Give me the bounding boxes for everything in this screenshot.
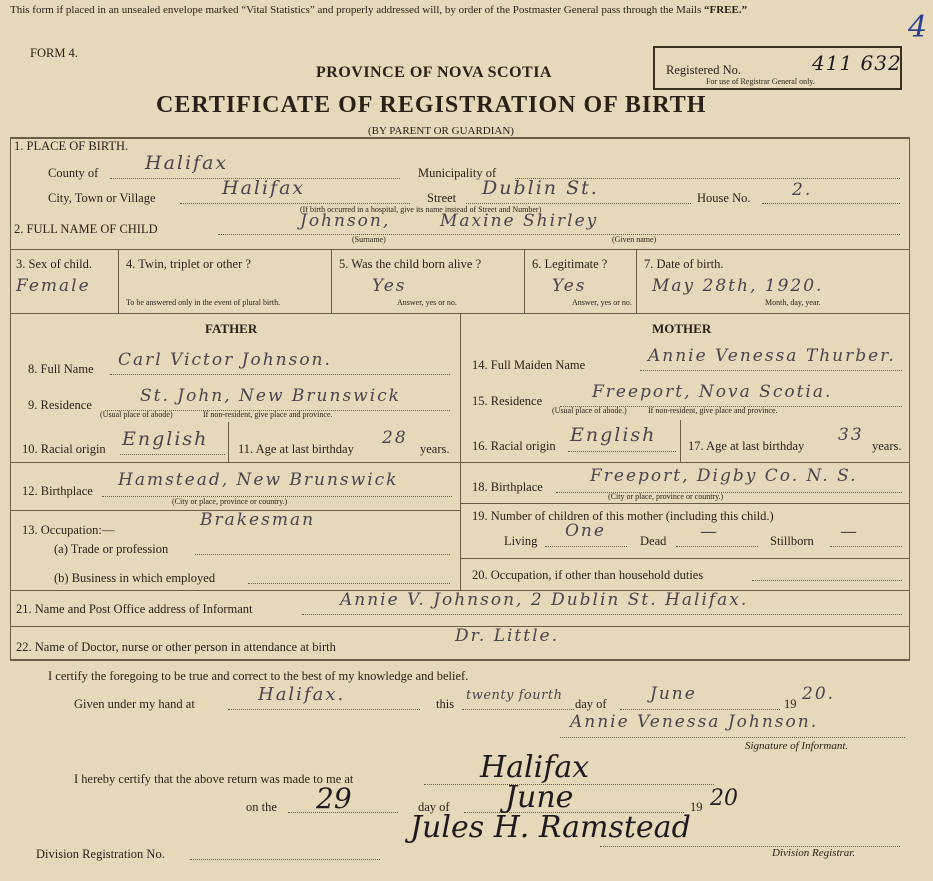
registrar-day-of-label: day of bbox=[418, 800, 450, 814]
father-age-label: 11. Age at last birthday bbox=[238, 442, 354, 456]
informant-label: 21. Name and Post Office address of Informant bbox=[16, 602, 253, 616]
mother-residence-value: Freeport, Nova Scotia. bbox=[592, 382, 833, 402]
surname-caption: (Surname) bbox=[352, 235, 386, 244]
informant-certify-text: I certify the foregoing to be true and correct to the best of my knowledge and belief. bbox=[48, 669, 469, 683]
county-label: County of bbox=[48, 166, 99, 180]
children-count-label: 19. Number of children of this mother (including this child.) bbox=[472, 509, 774, 523]
father-birthplace-caption: (City or place, province or country.) bbox=[172, 497, 288, 506]
twin-caption: To be answered only in the event of plural birth. bbox=[126, 298, 281, 307]
given-month-value: June bbox=[650, 684, 697, 704]
street-value: Dublin St. bbox=[482, 177, 599, 199]
given-under-label: Given under my hand at bbox=[74, 697, 195, 711]
mother-residence-caption-abode: (Usual place of abode.) bbox=[552, 406, 627, 415]
mother-birthplace-label: 18. Birthplace bbox=[472, 480, 543, 494]
born-alive-value: Yes bbox=[372, 276, 407, 296]
hospital-note: (If birth occurred in a hospital, give its name instead of Street and Number) bbox=[300, 205, 542, 214]
informant-signature: Annie Venessa Johnson. bbox=[570, 712, 819, 732]
mother-age-label: 17. Age at last birthday bbox=[688, 439, 805, 453]
father-residence-value: St. John, New Brunswick bbox=[140, 386, 401, 406]
this-label: this bbox=[436, 697, 455, 711]
registrar-place-value: Halifax bbox=[480, 750, 590, 785]
day-of-label: day of bbox=[575, 697, 607, 711]
born-alive-label: 5. Was the child born alive ? bbox=[339, 257, 482, 271]
stillborn-label: Stillborn bbox=[770, 534, 814, 548]
legitimate-label: 6. Legitimate ? bbox=[532, 257, 608, 271]
doctor-label: 22. Name of Doctor, nurse or other person in attendance at birth bbox=[16, 640, 336, 654]
street-label: Street bbox=[427, 191, 457, 205]
father-racial-value: English bbox=[122, 428, 209, 450]
father-birthplace-label: 12. Birthplace bbox=[22, 484, 93, 498]
living-label: Living bbox=[504, 534, 538, 548]
frame-bottom bbox=[10, 659, 910, 661]
child-name-label: 2. FULL NAME OF CHILD bbox=[14, 222, 158, 236]
mother-occupation-label: 20. Occupation, if other than household duties bbox=[472, 568, 704, 582]
place-of-birth-label: 1. PLACE OF BIRTH. bbox=[14, 139, 129, 153]
mother-racial-label: 16. Racial origin bbox=[472, 439, 556, 453]
given-name-caption: (Given name) bbox=[612, 235, 657, 244]
father-occupation-value: Brakesman bbox=[200, 510, 316, 530]
child-given-name-value: Maxine Shirley bbox=[440, 211, 599, 231]
registrar-month-value: June bbox=[505, 780, 574, 815]
mother-birthplace-value: Freeport, Digby Co. N. S. bbox=[590, 466, 858, 486]
frame-right bbox=[909, 137, 910, 661]
father-occupation-label: 13. Occupation:— bbox=[22, 523, 115, 537]
date-of-birth-label: 7. Date of birth. bbox=[644, 257, 724, 271]
province-heading: PROVINCE OF NOVA SCOTIA bbox=[316, 64, 552, 81]
twin-label: 4. Twin, triplet or other ? bbox=[126, 257, 251, 271]
mother-residence-caption-nonres: If non-resident, give place and province. bbox=[648, 406, 778, 415]
registrar-signature-caption: Division Registrar. bbox=[772, 847, 856, 859]
mother-birthplace-caption: (City or place, province or country.) bbox=[608, 492, 724, 501]
city-value: Halifax bbox=[222, 177, 306, 199]
county-value: Halifax bbox=[145, 152, 229, 174]
given-place-value: Halifax. bbox=[258, 684, 346, 705]
father-name-label: 8. Full Name bbox=[28, 362, 94, 376]
father-residence-caption-nonres: If non-resident, give place and province. bbox=[203, 410, 333, 419]
registrar-note: For use of Registrar General only. bbox=[706, 77, 815, 86]
registrar-certify-text: I hereby certify that the above return was made to me at bbox=[74, 772, 354, 786]
stillborn-value: — bbox=[840, 522, 859, 542]
date-of-birth-caption: Month, day, year. bbox=[765, 298, 821, 307]
father-age-value: 28 bbox=[382, 428, 408, 448]
registered-label: Registered No. bbox=[666, 63, 741, 77]
given-year-prefix: 19 bbox=[784, 697, 797, 711]
sex-label: 3. Sex of child. bbox=[16, 257, 93, 271]
column-divider bbox=[460, 313, 461, 590]
registrar-year-prefix: 19 bbox=[690, 800, 703, 814]
legitimate-caption: Answer, yes or no. bbox=[572, 298, 632, 307]
father-birthplace-value: Hamstead, New Brunswick bbox=[118, 470, 399, 490]
registrar-day-value: 29 bbox=[316, 782, 352, 815]
free-mark: “FREE.” bbox=[703, 4, 748, 16]
city-label: City, Town or Village bbox=[48, 191, 156, 205]
mother-name-label: 14. Full Maiden Name bbox=[472, 358, 586, 372]
father-racial-label: 10. Racial origin bbox=[22, 442, 106, 456]
father-residence-caption-abode: (Usual place of abode) bbox=[100, 410, 173, 419]
dead-value: — bbox=[700, 522, 719, 542]
informant-value: Annie V. Johnson, 2 Dublin St. Halifax. bbox=[340, 590, 749, 610]
born-alive-caption: Answer, yes or no. bbox=[397, 298, 457, 307]
mother-heading: MOTHER bbox=[652, 321, 712, 336]
father-residence-label: 9. Residence bbox=[28, 398, 92, 412]
registrar-signature: Jules H. Ramstead bbox=[410, 810, 691, 845]
on-the-label: on the bbox=[246, 800, 277, 814]
postal-notice: This form if placed in an unsealed envelope marked “Vital Statistics” and properly addressed will, by order of the Postmaster General pass through the Mails “FREE.” bbox=[10, 4, 748, 16]
registrar-year-value: 20 bbox=[710, 786, 738, 811]
registered-value: 411 632 bbox=[812, 51, 902, 75]
mother-age-unit: years. bbox=[872, 439, 902, 453]
mother-residence-label: 15. Residence bbox=[472, 394, 543, 408]
informant-signature-caption: Signature of Informant. bbox=[745, 740, 849, 752]
business-label: (b) Business in which employed bbox=[54, 571, 216, 585]
form-number: FORM 4. bbox=[30, 46, 78, 60]
certificate-title: CERTIFICATE OF REGISTRATION OF BIRTH bbox=[156, 92, 707, 118]
child-surname-value: Johnson, bbox=[300, 211, 391, 231]
father-name-value: Carl Victor Johnson. bbox=[118, 350, 332, 370]
margin-check-mark: 4 bbox=[908, 10, 928, 45]
legitimate-value: Yes bbox=[552, 276, 587, 296]
trade-label: (a) Trade or profession bbox=[54, 542, 169, 556]
frame-top bbox=[10, 137, 910, 139]
father-heading: FATHER bbox=[205, 321, 258, 336]
sex-value: Female bbox=[16, 276, 91, 296]
father-age-unit: years. bbox=[420, 442, 450, 456]
house-number-value: 2. bbox=[792, 180, 813, 200]
house-number-label: House No. bbox=[697, 191, 751, 205]
mother-racial-value: English bbox=[570, 424, 657, 446]
doctor-value: Dr. Little. bbox=[455, 626, 559, 646]
date-of-birth-value: May 28th, 1920. bbox=[652, 276, 824, 296]
living-value: One bbox=[565, 521, 606, 541]
given-day-value: twenty fourth bbox=[466, 688, 563, 703]
division-registration-label: Division Registration No. bbox=[36, 847, 165, 861]
certificate-subtitle: (BY PARENT OR GUARDIAN) bbox=[368, 125, 514, 137]
frame-left bbox=[10, 137, 11, 661]
given-year-value: 20. bbox=[802, 684, 836, 704]
mother-name-value: Annie Venessa Thurber. bbox=[648, 346, 896, 366]
mother-age-value: 33 bbox=[838, 425, 864, 445]
municipality-label: Municipality of bbox=[418, 166, 497, 180]
dead-label: Dead bbox=[640, 534, 667, 548]
